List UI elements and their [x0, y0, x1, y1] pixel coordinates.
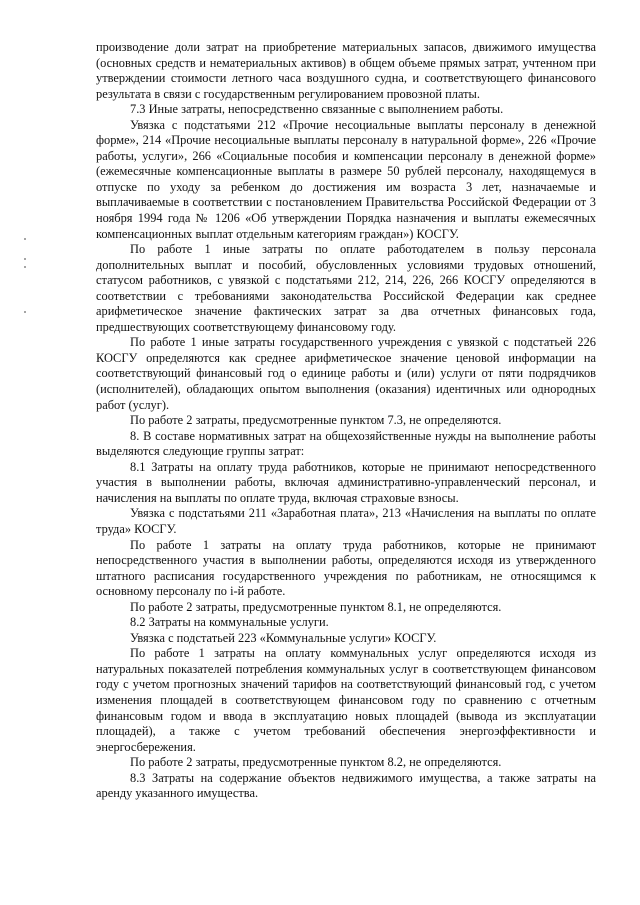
paragraph: 8.1 Затраты на оплату труда работников, которые не принимают непосредственного участия в выполнении работы, включая административно-управленческий персонал, и начисления на выплаты по оплате труда, включая страховые взносы.	[96, 459, 596, 505]
scan-mark	[24, 311, 26, 313]
paragraph: Увязка с подстатьей 223 «Коммунальные услуги» КОСГУ.	[130, 630, 437, 645]
paragraph: 8.2 Затраты на коммунальные услуги.	[130, 615, 329, 630]
paragraph: По работе 2 затраты, предусмотренные пунктом 8.2, не определяются.	[130, 755, 502, 770]
paragraph: 8. В составе нормативных затрат на общехозяйственные нужды на выполнение работы выделяются следующие группы затрат:	[96, 428, 596, 459]
scan-mark	[24, 258, 26, 260]
paragraph: Увязка с подстатьями 212 «Прочие несоциальные выплаты персоналу в денежной форме», 214 «Прочие несоциальные выплаты персоналу в натуральной форме», 226 «Прочие работы, услуги», 266 «Социальные пособия и компенсации персоналу в денежной форме» (ежемесячные компенсационные выплаты в размере 50 рублей персоналу, находящемуся в отпуске по уходу за ребенком до достижения им возраста 3 лет, назначаемые и выплачиваемые в соответствии с постановлением Правительства Российской Федерации от 3 ноября 1994 года № 1206 «Об утверждении Порядка назначения и выплаты ежемесячных компенсационных выплат отдельным категориям граждан») КОСГУ.	[96, 117, 596, 241]
paragraph: Увязка с подстатьями 211 «Заработная плата», 213 «Начисления на выплаты по оплате труда» КОСГУ.	[96, 506, 596, 536]
paragraph: По работе 1 иные затраты государственного учреждения с увязкой с подстатьей 226 КОСГУ определяются как среднее арифметическое значение ценовой информации на соответствующий финансовый год о единице работы и (или) услуги от пяти подрядчиков (исполнителей), обладающих опытом выполнения (оказания) идентичных или однородных работ (услуг).	[96, 335, 596, 412]
paragraph: По работе 2 затраты, предусмотренные пунктом 8.1, не определяются.	[130, 599, 502, 614]
paragraph: По работе 1 затраты на оплату коммунальных услуг определяются исходя из натуральных показателей потребления коммунальных услуг в соответствующем финансовом году с учетом прогнозных значений тарифов на соответствующий финансовый год, с учетом изменения площадей в соответствующем финансовом году по сравнению с отчетным финансовым годом и ввода в эксплуатацию новых площадей (вывода из эксплуатации площадей), а также с учетом требований обеспечения энергоэффективности и энергосбережения.	[96, 646, 596, 754]
paragraph: По работе 1 иные затраты по оплате работодателем в пользу персонала дополнительных выплат и пособий, обусловленных условиями трудовых отношений, статусом работников, с увязкой с подстатьями 212, 214, 226, 266 КОСГУ определяются в соответствии с требованиями законодательства Российской Федерации как среднее арифметическое значение фактических затрат за два отчетных финансовых года, предшествующих соответствующему финансовому году.	[96, 242, 596, 334]
paragraph: 7.3 Иные затраты, непосредственно связанные с выполнением работы.	[130, 102, 504, 117]
paragraph: По работе 2 затраты, предусмотренные пунктом 7.3, не определяются.	[130, 413, 502, 428]
scan-mark	[24, 238, 26, 240]
scan-mark	[24, 266, 26, 268]
paragraph: По работе 1 затраты на оплату труда работников, которые не принимают непосредственного участия в выполнении работы, определяются исходя из утвержденного штатного расписания государственного учреждения по работникам, не относящимся к основному персоналу по i-й работе.	[96, 537, 596, 599]
document-page	[96, 40, 596, 802]
paragraph: производение доли затрат на приобретение материальных запасов, движимого имущества (основных средств и нематериальных активов) в общем объеме прямых затрат, учтенном при утверждении стоимости летного часа воздушного судна, и соответствующего финансового результата в связи с государственным регулированием провозной платы.	[96, 40, 596, 101]
paragraph: 8.3 Затраты на содержание объектов недвижимого имущества, а также затраты на аренду указанного имущества.	[96, 770, 596, 801]
